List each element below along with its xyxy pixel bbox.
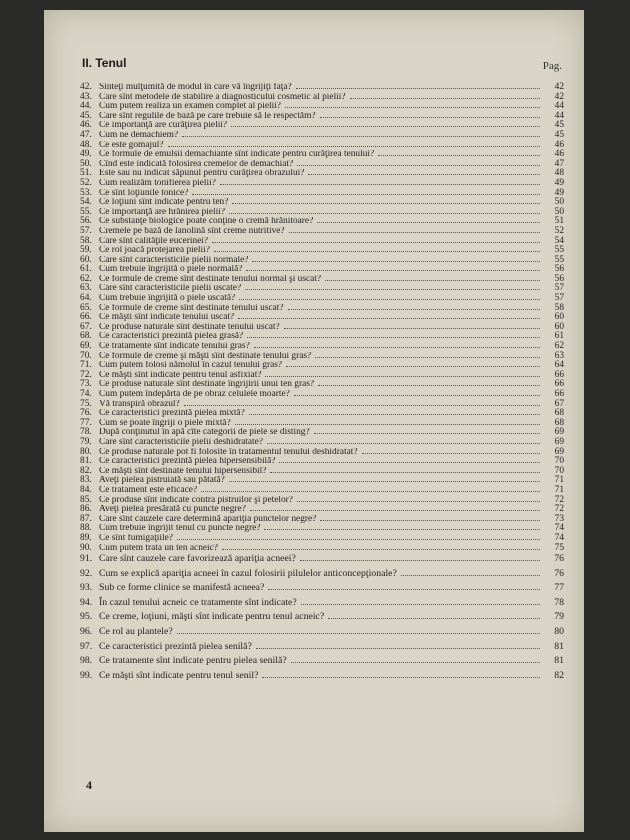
- toc-entry: [80, 264, 564, 274]
- entry-page: 81: [554, 655, 564, 667]
- dot-leader: [222, 543, 540, 550]
- entry-question: Ce rol joacă protejarea pielii?: [99, 246, 210, 255]
- toc-entry: [80, 514, 564, 524]
- entry-page: 60: [554, 312, 564, 322]
- entry-number: 85.: [80, 494, 92, 505]
- entry-question: Ce tratamente sînt indicate tenului gras?: [99, 342, 250, 351]
- dot-leader: [201, 485, 540, 492]
- dot-leader: [212, 236, 540, 243]
- dot-leader: [264, 523, 540, 530]
- entry-question: Cum trebuie îngrijită o piele normală?: [99, 265, 243, 274]
- entry-page: 44: [554, 110, 564, 121]
- entry-number: 76.: [80, 408, 92, 418]
- dot-leader: [285, 101, 540, 108]
- entry-page: 63: [554, 350, 564, 361]
- dot-leader: [239, 293, 540, 300]
- dot-leader: [291, 656, 540, 663]
- entry-number: 96.: [80, 626, 93, 638]
- dot-leader: [268, 583, 540, 590]
- dot-leader: [247, 331, 540, 338]
- toc-entry: [80, 130, 564, 140]
- entry-question: Ce caracteristici prezintă pielea grasă?: [99, 332, 244, 342]
- dot-leader: [301, 598, 540, 605]
- entry-question: Cum putem trata un ten acneic?: [99, 543, 218, 553]
- entry-question: În cazul tenului acneic ce tratamente sînt indicate?: [99, 596, 297, 608]
- entry-page: 42: [554, 91, 564, 102]
- toc-entry: [80, 207, 564, 217]
- entry-number: 55.: [80, 206, 92, 217]
- entry-page: 49: [554, 177, 564, 188]
- dot-leader: [229, 207, 540, 214]
- toc-entry: [80, 640, 564, 655]
- entry-number: 56.: [80, 216, 92, 226]
- dot-leader: [267, 437, 540, 444]
- entry-question: Cum putem îndepărta de pe obraz celulele moarte?: [99, 390, 290, 399]
- entry-page: 80: [554, 626, 564, 638]
- dot-leader: [286, 360, 540, 367]
- entry-question: Care sînt caracteristicile pielii deshidratate?: [99, 437, 263, 447]
- entry-question: Ce tratament este eficace?: [99, 485, 198, 495]
- entry-number: 74.: [80, 389, 92, 399]
- entry-question: Ce produse sînt indicate contra pistruilor şi petelor?: [99, 495, 293, 505]
- entry-number: 42.: [80, 82, 92, 92]
- entry-page: 42: [554, 82, 564, 92]
- entry-question: Ce tratamente sînt indicate pentru pielea senilă?: [99, 655, 287, 667]
- entry-question: Cum se poate îngriji o piele mixtă?: [99, 418, 231, 428]
- dot-leader: [245, 283, 540, 290]
- entry-question: Ce produse naturale pot fi folosite în tratamentul tenului deshidratat?: [99, 447, 358, 457]
- entry-number: 91.: [80, 553, 93, 565]
- entry-page: 51: [554, 216, 564, 226]
- entry-question: Ce caracteristici prezintă pielea hipersensibilă?: [99, 457, 276, 466]
- entry-page: 76: [554, 567, 564, 579]
- entry-question: Cum trebuie îngrijită o piele uscată?: [99, 294, 236, 303]
- entry-page: 69: [554, 436, 564, 447]
- entry-page: 76: [554, 553, 564, 565]
- section-title: II. Tenul: [82, 56, 127, 70]
- toc-entry: [80, 197, 564, 207]
- dot-leader: [265, 370, 540, 377]
- entry-question: Ce creme, loţiuni, măşti sînt indicate pentru tenul acneic?: [99, 611, 325, 623]
- entry-question: Ce sînt fumigaţiile?: [99, 533, 173, 543]
- toc-entry: [80, 596, 564, 611]
- dot-leader: [325, 274, 540, 281]
- entry-question: Care sînt cauzele care determină apariţia punctelor negre?: [99, 514, 317, 524]
- entry-number: 48.: [80, 139, 92, 150]
- toc-entry: [80, 111, 564, 121]
- entry-number: 78.: [80, 427, 92, 437]
- entry-question: Aveţi pielea pistruiată sau pătată?: [99, 476, 225, 485]
- entry-question: Care sînt metodele de stabilire a diagnosticului cosmetic al pielii?: [99, 92, 346, 102]
- toc-entry: [80, 533, 564, 543]
- entry-number: 69.: [80, 341, 92, 351]
- dot-leader: [220, 178, 540, 185]
- entry-question: Ce formule de creme şi măşti sînt destinate tenului gras?: [99, 351, 312, 361]
- entry-number: 94.: [80, 596, 93, 608]
- entry-page: 52: [554, 225, 564, 236]
- entry-question: Ce caracteristici prezintă pielea mixtă?: [99, 409, 245, 418]
- entry-number: 71.: [80, 360, 92, 370]
- page-number: 4: [86, 778, 92, 792]
- entry-question: Ce produse naturale sînt destinate îngrijirii unui ten gras?: [99, 380, 315, 389]
- dot-leader: [250, 504, 540, 511]
- entry-page: 66: [554, 369, 564, 380]
- toc-entry: [80, 312, 564, 322]
- entry-number: 50.: [80, 158, 92, 169]
- dot-leader: [235, 418, 540, 425]
- entry-page: 56: [554, 273, 564, 284]
- entry-number: 72.: [80, 369, 92, 380]
- entry-page: 47: [554, 158, 564, 169]
- dot-leader: [279, 456, 540, 463]
- toc-entry: [80, 581, 564, 596]
- entry-page: 50: [554, 206, 564, 217]
- entry-number: 59.: [80, 245, 92, 255]
- toc-entry: [80, 418, 564, 428]
- entry-page: 46: [554, 139, 564, 150]
- entry-page: 68: [554, 408, 564, 418]
- entry-number: 93.: [80, 582, 93, 594]
- dot-leader: [232, 197, 540, 204]
- entry-page: 72: [554, 504, 564, 514]
- entry-question: Ce sînt loţiunile tonice?: [99, 188, 189, 198]
- entry-number: 81.: [80, 456, 92, 466]
- entry-number: 75.: [80, 398, 92, 409]
- entry-question: Care sînt regulile de bază pe care trebuie să le respectăm?: [99, 111, 316, 121]
- entry-number: 49.: [80, 149, 92, 159]
- entry-question: Ce substanţe biologice poate conţine o cremă hrănitoare?: [99, 217, 314, 226]
- entry-page: 64: [554, 360, 564, 370]
- entry-question: Ce formule de emulsii demachiante sînt indicate pentru curăţirea tenului?: [99, 150, 375, 159]
- dot-leader: [256, 642, 540, 649]
- entry-number: 89.: [80, 532, 92, 543]
- dot-leader: [314, 427, 540, 434]
- dot-leader: [252, 255, 540, 262]
- entry-number: 44.: [80, 101, 92, 111]
- entry-number: 51.: [80, 168, 92, 178]
- entry-question: Cum putem realiza un examen complet al pielii?: [99, 102, 281, 111]
- toc-entry: [80, 226, 564, 236]
- entry-number: 97.: [80, 640, 93, 652]
- toc-entry: [80, 92, 564, 102]
- entry-number: 92.: [80, 567, 93, 579]
- toc-entry: [80, 654, 564, 669]
- toc-entry: [80, 625, 564, 640]
- entry-number: 58.: [80, 235, 92, 246]
- entry-question: Aveţi pielea presărată cu puncte negre?: [99, 505, 246, 514]
- toc-entry: [80, 475, 564, 485]
- entry-question: Ce este gomajul?: [99, 140, 164, 150]
- entry-page: 45: [554, 129, 564, 140]
- toc-entry: [80, 485, 564, 495]
- dot-leader: [246, 264, 540, 271]
- dot-leader: [182, 130, 540, 137]
- entry-page: 57: [554, 293, 564, 303]
- entry-page: 79: [554, 611, 564, 623]
- entry-question: Ce loţiuni sînt indicate pentru ten?: [99, 198, 229, 207]
- dot-leader: [231, 120, 540, 127]
- dot-leader: [289, 226, 540, 233]
- entry-number: 43.: [80, 91, 92, 102]
- toc-entry: [80, 82, 564, 92]
- toc-entry: [80, 447, 564, 457]
- dot-leader: [284, 322, 540, 329]
- entry-page: 44: [554, 101, 564, 111]
- entry-page: 68: [554, 417, 564, 428]
- entry-page: 75: [554, 542, 564, 553]
- toc-entry: [80, 610, 564, 625]
- toc-entry: [80, 245, 564, 255]
- entry-page: 67: [554, 398, 564, 409]
- entry-question: Ce măşti sînt indicate pentru tenul asfixiat?: [99, 370, 262, 380]
- toc-entry: [80, 379, 564, 389]
- dot-leader: [350, 92, 540, 99]
- entry-number: 99.: [80, 669, 93, 681]
- toc-entry: [80, 255, 564, 265]
- entry-number: 86.: [80, 504, 92, 514]
- entry-number: 63.: [80, 283, 92, 294]
- dot-leader: [320, 111, 540, 118]
- toc-entry: [80, 236, 564, 246]
- entry-page: 56: [554, 264, 564, 274]
- entry-question: Este sau nu indicat săpunul pentru curăţirea obrazului?: [99, 169, 305, 178]
- entry-question: Cînd este indicată folosirea cremelor de demachiat?: [99, 159, 294, 169]
- entry-number: 84.: [80, 484, 92, 495]
- toc-entry: [80, 120, 564, 130]
- toc-entry: [80, 466, 564, 476]
- entry-question: Care sînt caracteristicile pielii normale?: [99, 255, 249, 265]
- toc-entry: [80, 360, 564, 370]
- entry-number: 77.: [80, 417, 92, 428]
- entry-page: 54: [554, 235, 564, 246]
- entry-question: Ce măşti sînt indicate pentru tenul senil?: [99, 669, 259, 681]
- entry-number: 45.: [80, 110, 92, 121]
- entry-question: Ce importanţă are curăţirea pielii?: [99, 121, 228, 130]
- entry-question: Ce formule de creme sînt destinate tenului uscat?: [99, 303, 284, 313]
- dot-leader: [320, 514, 540, 521]
- toc-entry: [80, 178, 564, 188]
- entry-number: 67.: [80, 321, 92, 332]
- entry-page: 62: [554, 341, 564, 351]
- entry-number: 82.: [80, 465, 92, 476]
- entry-question: După conţinutul în apă cîte categorii de piele se disting?: [99, 428, 310, 437]
- entry-number: 61.: [80, 264, 92, 274]
- toc-entry: [80, 370, 564, 380]
- entry-page: 58: [554, 302, 564, 313]
- dot-leader: [308, 168, 540, 175]
- entry-number: 62.: [80, 273, 92, 284]
- dot-leader: [315, 351, 540, 358]
- book-page: [44, 10, 584, 832]
- toc-entry: [80, 322, 564, 332]
- dot-leader: [297, 159, 540, 166]
- entry-page: 45: [554, 120, 564, 130]
- entry-number: 54.: [80, 197, 92, 207]
- toc-entry: [80, 140, 564, 150]
- toc-entry: [80, 552, 564, 567]
- toc-entry: [80, 351, 564, 361]
- table-of-contents: [80, 82, 564, 683]
- toc-entry: [80, 159, 564, 169]
- entry-page: 60: [554, 321, 564, 332]
- entry-page: 69: [554, 446, 564, 457]
- toc-entry: [80, 408, 564, 418]
- toc-entry: [80, 567, 564, 582]
- toc-entry: [80, 427, 564, 437]
- entry-question: Ce produse naturale sînt destinate tenului uscat?: [99, 322, 280, 332]
- dot-leader: [294, 389, 540, 396]
- toc-entry: [80, 399, 564, 409]
- dot-leader: [229, 475, 540, 482]
- entry-number: 98.: [80, 655, 93, 667]
- entry-question: Ce rol au plantele?: [99, 626, 173, 638]
- entry-page: 66: [554, 389, 564, 399]
- entry-question: Sinteţi mulţumită de modul în care vă îngrijiţi faţa?: [99, 83, 292, 92]
- toc-entry: [80, 274, 564, 284]
- dot-leader: [300, 554, 540, 561]
- toc-entry: [80, 303, 564, 313]
- dot-leader: [296, 82, 540, 89]
- entry-number: 83.: [80, 475, 92, 485]
- section-header: [82, 56, 562, 76]
- entry-page: 73: [554, 513, 564, 524]
- entry-page: 50: [554, 197, 564, 207]
- entry-number: 47.: [80, 129, 92, 140]
- entry-page: 70: [554, 465, 564, 476]
- entry-page: 74: [554, 523, 564, 533]
- entry-number: 70.: [80, 350, 92, 361]
- entry-number: 66.: [80, 312, 92, 322]
- dot-leader: [214, 245, 540, 252]
- entry-page: 72: [554, 494, 564, 505]
- dot-leader: [328, 612, 540, 619]
- entry-number: 88.: [80, 523, 92, 533]
- entry-page: 81: [554, 640, 564, 652]
- entry-question: Care sînt calităţile eucerinei?: [99, 236, 209, 246]
- dot-leader: [378, 149, 540, 156]
- entry-page: 82: [554, 669, 564, 681]
- entry-page: 69: [554, 427, 564, 437]
- toc-entry: [80, 283, 564, 293]
- entry-number: 46.: [80, 120, 92, 130]
- entry-number: 65.: [80, 302, 92, 313]
- entry-number: 80.: [80, 446, 92, 457]
- entry-question: Cum putem folosi nămolul în cazul tenului gras?: [99, 361, 283, 370]
- entry-question: Care sînt cauzele care favorizează apariţia acneei?: [99, 553, 296, 565]
- entry-number: 95.: [80, 611, 93, 623]
- entry-number: 68.: [80, 331, 92, 342]
- toc-entry: [80, 168, 564, 178]
- dot-leader: [270, 466, 540, 473]
- entry-question: Cremele pe bază de lanolină sînt creme nutritive?: [99, 226, 285, 236]
- entry-page: 71: [554, 475, 564, 485]
- dot-leader: [249, 408, 540, 415]
- dot-leader: [401, 569, 540, 576]
- dot-leader: [288, 303, 540, 310]
- toc-entry: [80, 101, 564, 111]
- entry-number: 57.: [80, 225, 92, 236]
- dot-leader: [317, 216, 540, 223]
- toc-entry: [80, 293, 564, 303]
- entry-page: 61: [554, 331, 564, 342]
- dot-leader: [177, 533, 540, 540]
- entry-number: 79.: [80, 436, 92, 447]
- entry-number: 90.: [80, 542, 92, 553]
- toc-entry: [80, 331, 564, 341]
- entry-page: 71: [554, 484, 564, 495]
- toc-entry: [80, 188, 564, 198]
- entry-number: 60.: [80, 254, 92, 265]
- entry-question: Cum ne demachiem?: [99, 130, 179, 140]
- toc-entry: [80, 216, 564, 226]
- entry-page: 74: [554, 532, 564, 543]
- toc-entry: [80, 149, 564, 159]
- entry-question: Ce măşti sînt destinate tenului hipersensibil?: [99, 466, 267, 476]
- dot-leader: [168, 140, 540, 147]
- dot-leader: [262, 671, 540, 678]
- entry-page: 78: [554, 596, 564, 608]
- entry-question: Ce măşti sînt indicate tenului uscat?: [99, 313, 235, 322]
- toc-entry: [80, 495, 564, 505]
- entry-page: 70: [554, 456, 564, 466]
- entry-page: 55: [554, 245, 564, 255]
- dot-leader: [177, 627, 540, 634]
- entry-page: 66: [554, 379, 564, 389]
- toc-entry: [80, 341, 564, 351]
- dot-leader: [254, 341, 540, 348]
- entry-question: Sub ce forme clinice se manifestă acneea?: [99, 582, 265, 594]
- entry-question: Care sînt caracteristicile pielii uscate?: [99, 284, 242, 294]
- entry-page: 57: [554, 283, 564, 294]
- entry-page: 77: [554, 582, 564, 594]
- dot-leader: [184, 399, 540, 406]
- entry-question: Cum se explică apariţia acneei în cazul folosirii pilulelor anticoncepţionale?: [99, 567, 397, 579]
- entry-number: 87.: [80, 513, 92, 524]
- entry-question: Ce caracteristici prezintă pielea senilă?: [99, 640, 252, 652]
- entry-number: 64.: [80, 293, 92, 303]
- toc-entry: [80, 523, 564, 533]
- toc-entry: [80, 456, 564, 466]
- dot-leader: [238, 312, 540, 319]
- entry-question: Cum trebuie îngrijit tenul cu puncte negre?: [99, 524, 261, 533]
- entry-question: Vă transpiră obrazul?: [99, 399, 180, 409]
- dot-leader: [318, 379, 540, 386]
- toc-entry: [80, 437, 564, 447]
- entry-number: 52.: [80, 177, 92, 188]
- entry-number: 73.: [80, 379, 92, 389]
- page-column-label: Pag.: [542, 60, 562, 72]
- toc-entry: [80, 389, 564, 399]
- toc-entry: [80, 543, 564, 553]
- entry-question: Ce importanţă are hrănirea pielii?: [99, 207, 225, 217]
- entry-page: 46: [554, 149, 564, 159]
- dot-leader: [192, 188, 540, 195]
- entry-number: 53.: [80, 187, 92, 198]
- entry-question: Ce formule de creme sînt destinate tenului normal şi uscat?: [99, 274, 322, 284]
- dot-leader: [297, 495, 540, 502]
- entry-page: 48: [554, 168, 564, 178]
- entry-page: 55: [554, 254, 564, 265]
- entry-page: 49: [554, 187, 564, 198]
- toc-entry: [80, 669, 564, 684]
- dot-leader: [362, 447, 540, 454]
- entry-question: Cum realizăm tonifierea pielii?: [99, 178, 216, 188]
- toc-entry: [80, 504, 564, 514]
